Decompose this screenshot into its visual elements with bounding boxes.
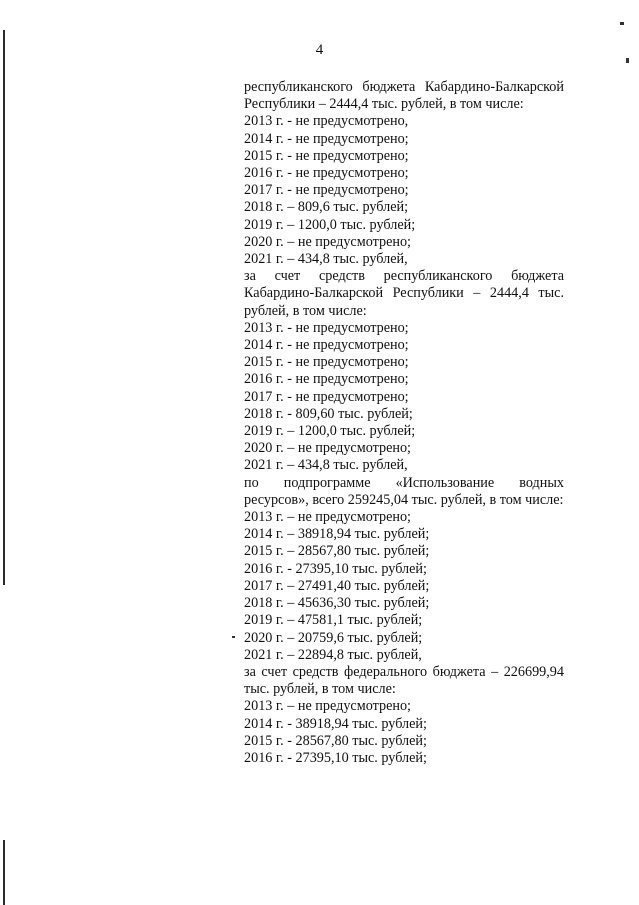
text-line: 2014 г. - не предусмотрено; [244,337,409,354]
text-line: 2015 г. – 28567,80 тыс. рублей; [244,543,430,560]
text-line: 2014 г. - 38918,94 тыс. рублей; [244,715,427,732]
text-line: 2020 г. – не предусмотрено; [244,233,411,250]
text-line: 2014 г. - не предусмотрено; [244,130,409,147]
text-line: 2013 г. – не предусмотрено; [244,509,411,526]
text-line: 2013 г. – не предусмотрено; [244,698,411,715]
text-line: 2019 г. – 1200,0 тыс. рублей; [244,423,416,440]
text-line: 2020 г. – не предусмотрено; [244,440,411,457]
page-number: 4 [315,42,324,58]
text-line: 2018 г. – 809,6 тыс. рублей; [244,199,409,216]
text-line: 2014 г. – 38918,94 тыс. рублей; [244,526,430,543]
text-line: 2021 г. – 22894,8 тыс. рублей, [244,646,422,663]
text-line: 2016 г. - 27395,10 тыс. рублей; [244,560,427,577]
scan-edge-left-bottom [3,840,5,905]
text-line: 2015 г. - не предусмотрено; [244,354,409,371]
text-line: 2021 г. – 434,8 тыс. рублей, [244,457,408,474]
text-line: 2020 г. – 20759,6 тыс. рублей; [244,629,423,646]
paragraph: за счет средств республиканского бюджета Кабардино-Балкарской Республики – 2444,4 тыс. рублей, в том числе: [244,268,564,319]
scan-speck [620,22,624,25]
text-line: 2019 г. – 1200,0 тыс. рублей; [244,216,416,233]
text-line: 2017 г. - не предусмотрено; [244,388,409,405]
text-line: 2017 г. – 27491,40 тыс. рублей; [244,577,430,594]
scan-speck [232,636,235,638]
paragraph: республиканского бюджета Кабардино-Балкарской Республики – 2444,4 тыс. рублей, в том числе: [244,79,564,113]
text-line: 2021 г. – 434,8 тыс. рублей, [244,251,408,268]
text-line: 2015 г. - 28567,80 тыс. рублей; [244,732,427,749]
paragraph: за счет средств федерального бюджета – 226699,94 тыс. рублей, в том числе: [244,663,564,698]
text-line: 2017 г. - не предусмотрено; [244,182,409,199]
text-line: 2016 г. - не предусмотрено; [244,371,409,388]
text-line: 2016 г. - 27395,10 тыс. рублей; [244,749,427,766]
text-line: 2018 г. – 45636,30 тыс. рублей; [244,595,430,612]
document-body [244,79,564,767]
text-line: 2013 г. - не предусмотрено; [244,319,409,336]
paragraph: по подпрограмме «Использование водных ресурсов», всего 259245,04 тыс. рублей, в том числе: [244,474,564,508]
text-line: 2018 г. - 809,60 тыс. рублей; [244,405,413,422]
text-line: 2015 г. - не предусмотрено; [244,147,409,164]
text-line: 2019 г. – 47581,1 тыс. рублей; [244,612,423,629]
text-line: 2013 г. - не предусмотрено, [244,113,409,130]
text-line: 2016 г. - не предусмотрено; [244,165,409,182]
scan-edge-left [3,30,5,585]
